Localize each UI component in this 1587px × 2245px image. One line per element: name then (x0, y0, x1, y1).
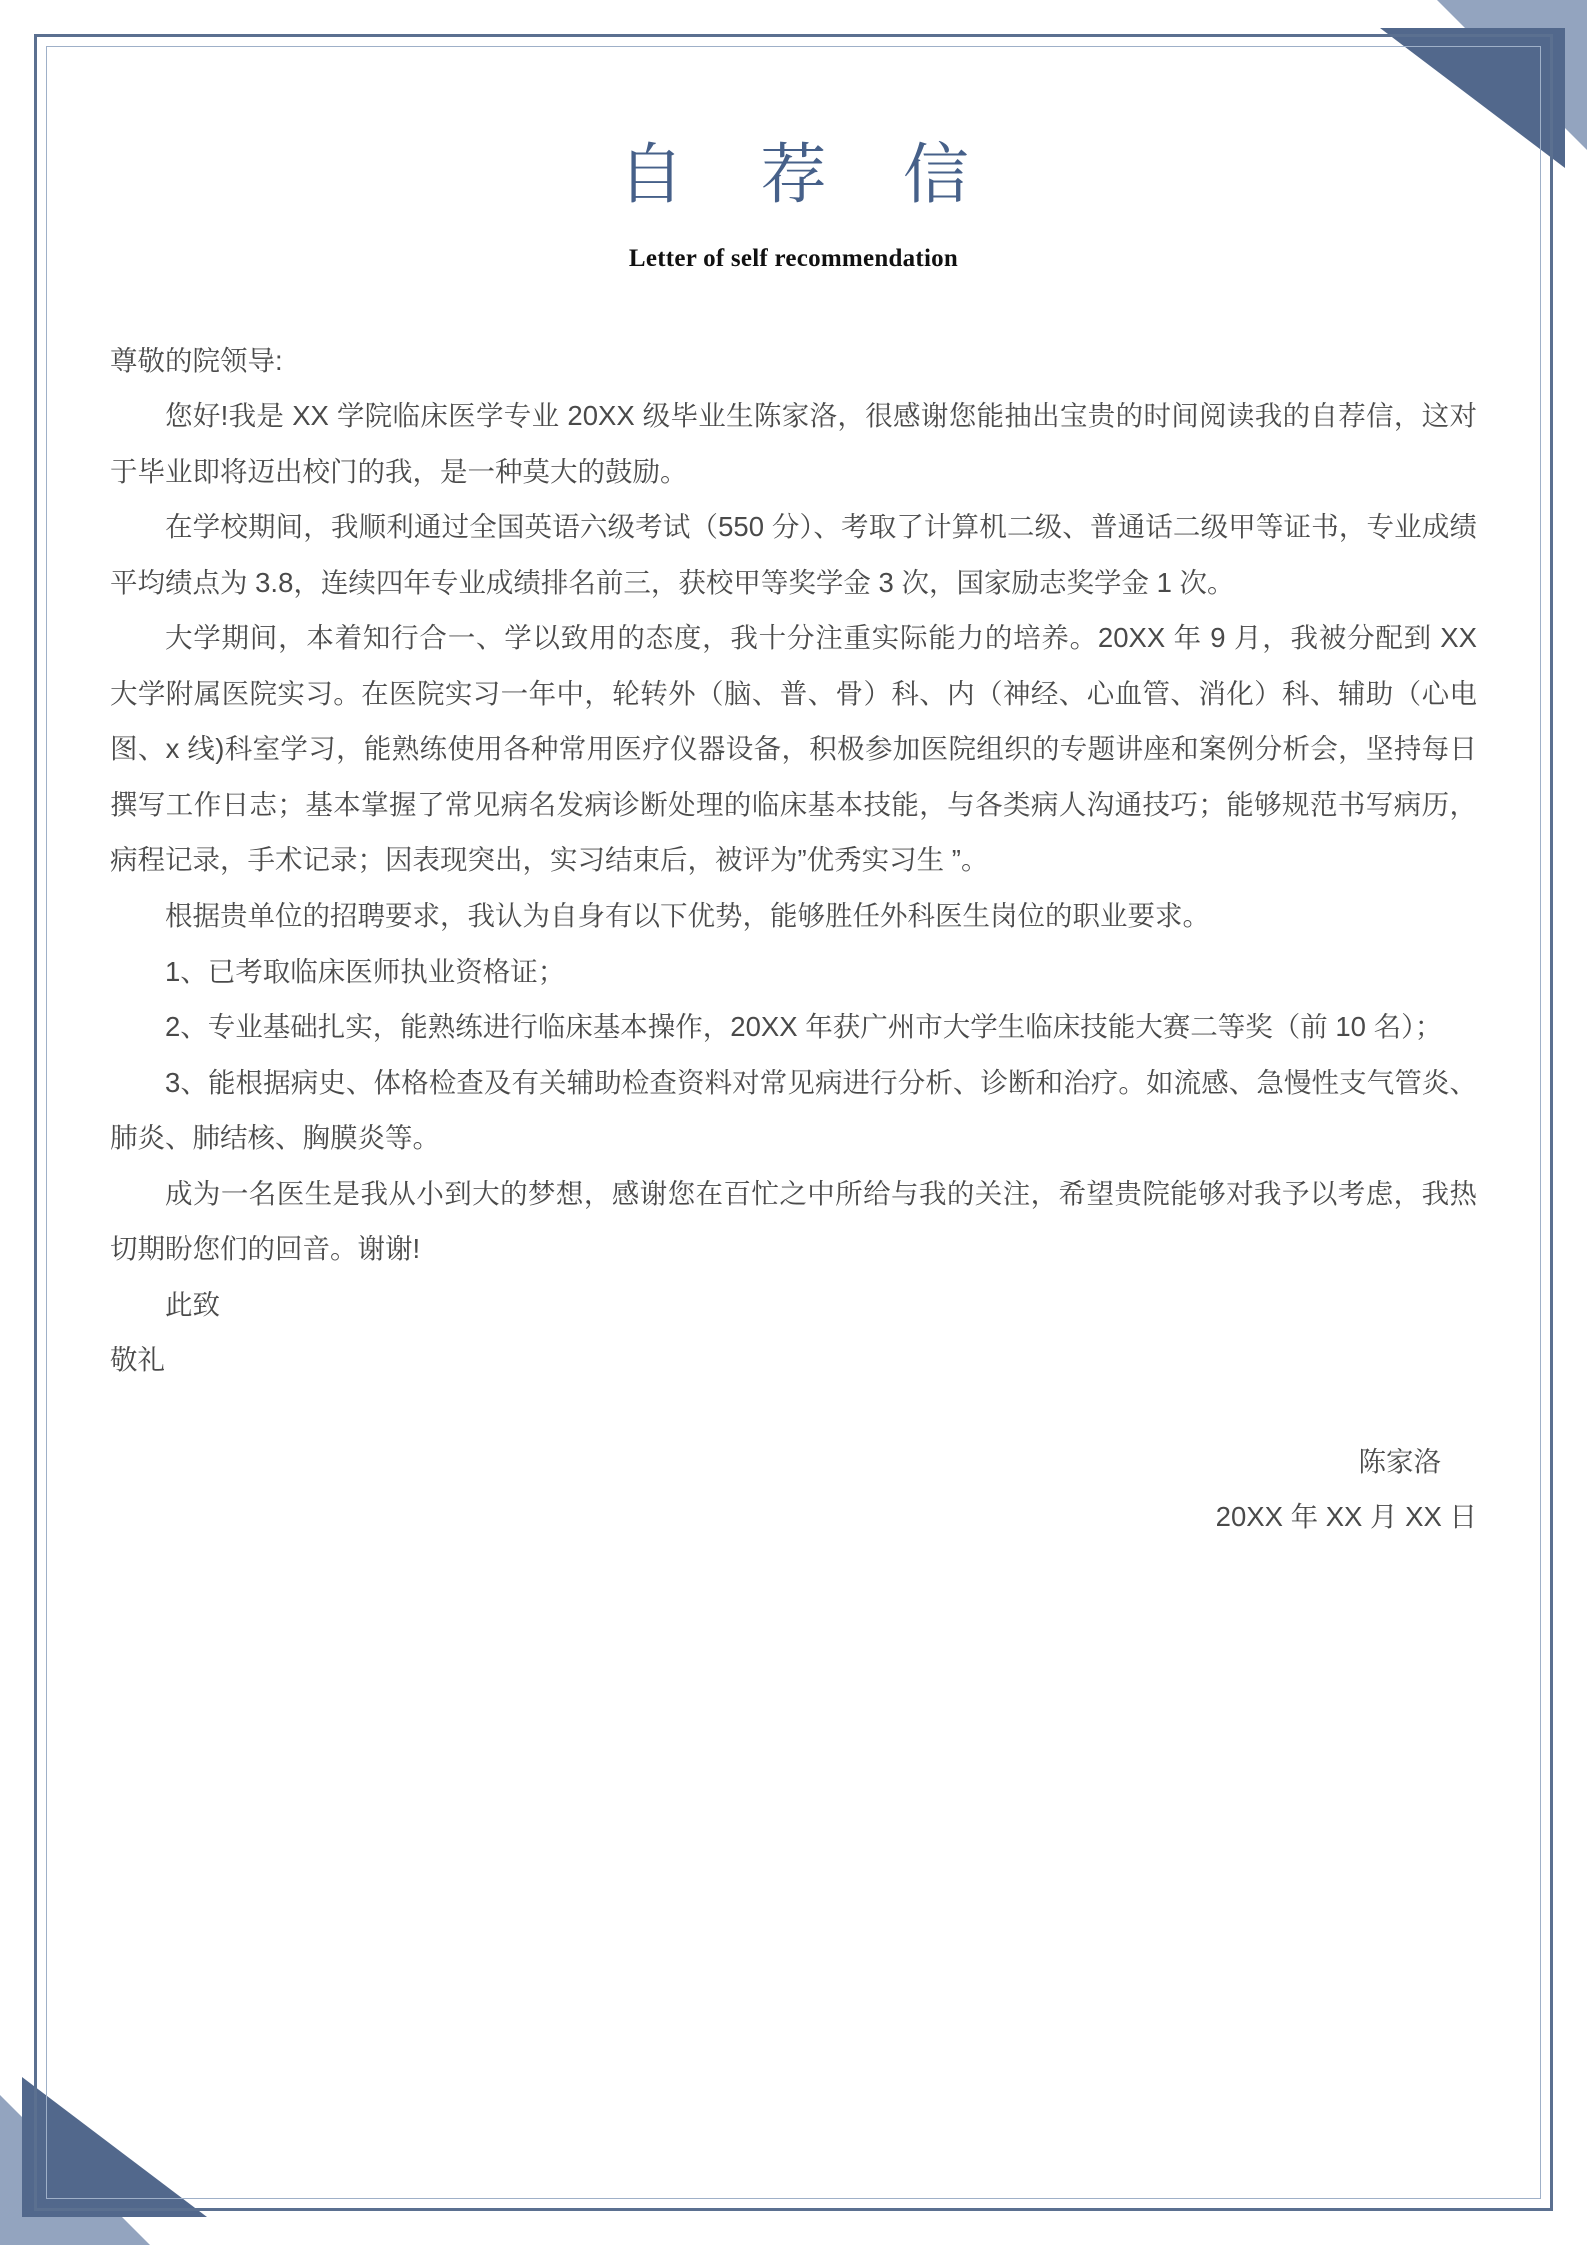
advantage-item-2: 2、专业基础扎实，能熟练进行临床基本操作，20XX 年获广州市大学生临床技能大赛二等奖（前 10 名）； (165, 1011, 1443, 1043)
advantage-item-3: 3、能根据病史、体格检查及有关辅助检查资料对常见病进行分析、诊断和治疗。如流感、急慢性支气管炎、肺炎、肺结核、胸膜炎等。 (110, 1066, 1477, 1154)
signature-date: 20XX 年 XX 月 XX 日 (1215, 1501, 1477, 1533)
signature-name: 陈家洛 (1358, 1445, 1441, 1477)
valediction-jingli: 敬礼 (110, 1344, 165, 1376)
letter-body (110, 333, 1477, 1388)
page-title: 自 荐 信 (618, 136, 997, 213)
page-subtitle: Letter of self recommendation (628, 244, 959, 272)
paragraph-intro: 您好!我是 XX 学院临床医学专业 20XX 级毕业生陈家洛，很感谢您能抽出宝贵的时间阅读我的自荐信，这对于毕业即将迈出校门的我，是一种莫大的鼓励。 (110, 400, 1477, 487)
paragraph-internship: 大学期间，本着知行合一、学以致用的态度，我十分注重实际能力的培养。20XX 年 9 月，我被分配到 XX 大学附属医院实习。在医院实习一年中，轮转外（脑、普、骨）科、内（神经、心血管、消化）科、辅助（心电图、x 线)科室学习，能熟练使用各种常用医疗仪器设备，积极参加医院组织的专题讲座和案例分析会，坚持每日撰写工作日志；基本掌握了常见病名发病诊断处理的临床基本技能，与各类病人沟通技巧；能够规范书写病历，病程记录，手术记录；因表现突出，实习结束后，被评为”优秀实习生 ”。 (110, 622, 1477, 876)
advantage-item-1: 1、已考取临床医师执业资格证； (165, 955, 566, 987)
valediction-cizhi: 此致 (165, 1288, 220, 1320)
paragraph-advantages-intro: 根据贵单位的招聘要求，我认为自身有以下优势，能够胜任外科医生岗位的职业要求。 (165, 899, 1210, 931)
paragraph-closing: 成为一名医生是我从小到大的梦想，感谢您在百忙之中所给与我的关注，希望贵院能够对我予以考虑，我热切期盼您们的回音。谢谢! (110, 1177, 1477, 1265)
salutation: 尊敬的院领导: (110, 344, 283, 376)
signature-block (110, 1434, 1477, 1545)
document-content (110, 96, 1477, 2149)
paragraph-academics: 在学校期间，我顺利通过全国英语六级考试（550 分）、考取了计算机二级、普通话二级甲等证书，专业成绩平均绩点为 3.8，连续四年专业成绩排名前三，获校甲等奖学金 3 次，国家励志奖学金 1 次。 (110, 511, 1477, 598)
